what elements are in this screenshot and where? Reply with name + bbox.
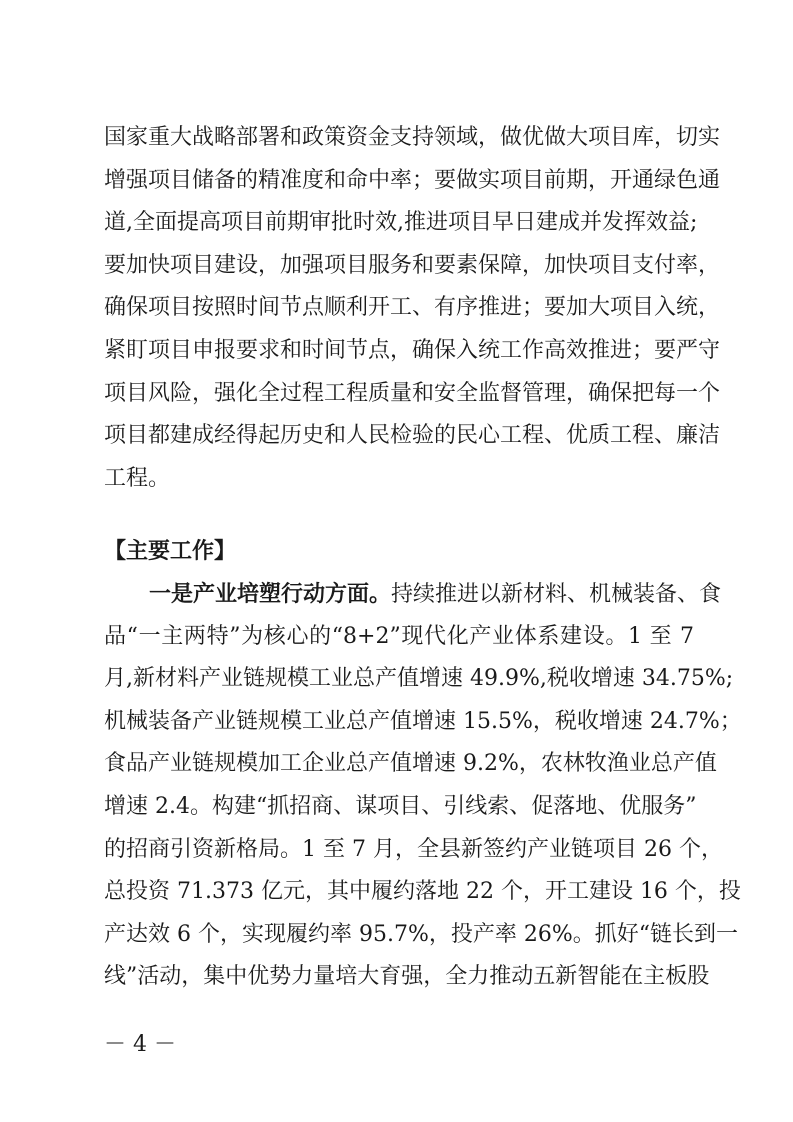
paragraph-line: 食品产业链规模加工企业总产值增速 9.2%，农林牧渔业总产值 bbox=[104, 751, 717, 776]
paragraph-line: 品“一主两特”为核心的“8+2”现代化产业体系建设。1 至 7 bbox=[104, 624, 694, 649]
paragraph-line: 紧盯项目申报要求和时间节点，确保入统工作高效推进；要严守 bbox=[104, 338, 721, 363]
paragraph-line: 项目都建成经得起历史和人民检验的民心工程、优质工程、廉洁 bbox=[104, 423, 721, 448]
paragraph-line: 增强项目储备的精准度和命中率；要做实项目前期，开通绿色通 bbox=[104, 168, 721, 193]
paragraph-line: 总投资 71.373 亿元，其中履约落地 22 个，开工建设 16 个，投 bbox=[104, 879, 741, 904]
paragraph-line: 的招商引资新格局。1 至 7 月，全县新签约产业链项目 26 个， bbox=[104, 837, 723, 862]
paragraph-first-line bbox=[149, 574, 722, 614]
paragraph-line: 线”活动，集中优势力量培大育强，全力推动五新智能在主板股 bbox=[104, 964, 710, 989]
paragraph-line: 月,新材料产业链规模工业总产值增速 49.9%,税收增速 34.75%; bbox=[104, 666, 734, 691]
paragraph-line: 国家重大战略部署和政策资金支持领域，做优做大项目库，切实 bbox=[104, 125, 721, 150]
paragraph-line: 工程。 bbox=[104, 466, 171, 491]
section-heading: 【主要工作】 bbox=[104, 538, 237, 564]
paragraph-line: 增速 2.4。构建“抓招商、谋项目、引线索、促落地、优服务” bbox=[104, 794, 697, 819]
page-number: － 4 － bbox=[104, 1032, 176, 1057]
paragraph-line: 确保项目按照时间节点顺利开工、有序推进；要加大项目入统， bbox=[104, 295, 721, 320]
paragraph-line: 要加快项目建设，加强项目服务和要素保障，加快项目支付率， bbox=[104, 253, 721, 278]
paragraph-line: 产达效 6 个，实现履约率 95.7%，投产率 26%。抓好“链长到一 bbox=[104, 922, 739, 947]
paragraph-line: 项目风险，强化全过程工程质量和安全监督管理，确保把每一个 bbox=[104, 381, 721, 406]
paragraph-lead: 一是产业培塑行动方面。 bbox=[149, 581, 392, 607]
paragraph-line: 道,全面提高项目前期审批时效,推进项目早日建成并发挥效益; bbox=[104, 210, 698, 235]
paragraph-first-line-text: 持续推进以新材料、机械装备、食 bbox=[391, 582, 722, 607]
paragraph-line: 机械装备产业链规模工业总产值增速 15.5%，税收增速 24.7%； bbox=[104, 709, 742, 734]
